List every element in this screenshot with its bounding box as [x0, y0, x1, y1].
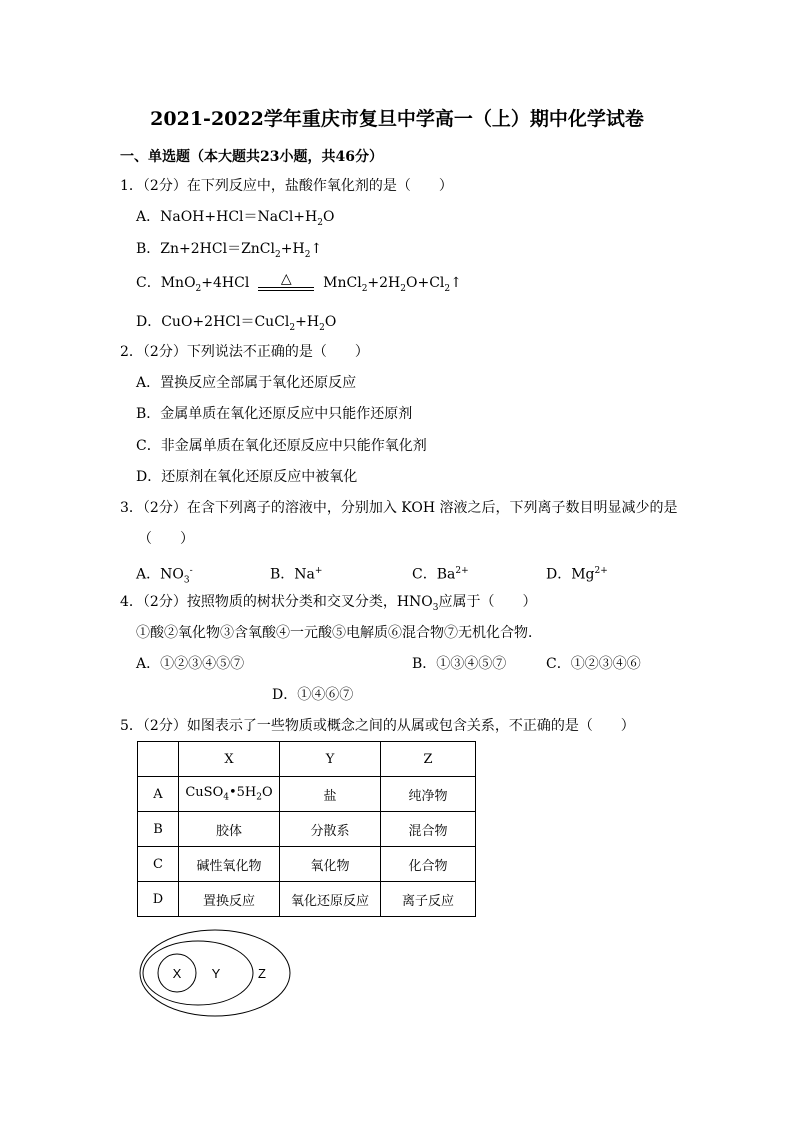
q4-option-a[interactable]: A．①②③④⑤⑦	[136, 656, 245, 672]
q1-option-b[interactable]	[136, 240, 322, 264]
q1-c-r2: +2H	[367, 275, 401, 291]
table-header-cell: Z	[381, 742, 476, 777]
q1-c-end: ↑	[450, 275, 462, 291]
q1-a-end: O	[322, 209, 335, 225]
table-row	[138, 812, 476, 847]
section-heading: 一、单选题（本大题共23小题，共46分）	[120, 149, 383, 165]
q4-stem	[120, 593, 536, 617]
venn-y-ellipse	[143, 941, 253, 1005]
q3-d-text: D．Mg	[546, 566, 595, 583]
q1-c-sub4: 2	[444, 283, 451, 294]
table-cell: 碱性氧化物	[179, 847, 280, 882]
q2-stem: 2．（2分）下列说法不正确的是（ ）	[120, 344, 369, 360]
q1-b-sub: 2	[275, 249, 281, 260]
q3-option-c[interactable]	[412, 562, 469, 584]
venn-x-label: X	[172, 966, 182, 981]
q3-option-a[interactable]	[136, 562, 193, 589]
q5-table	[137, 741, 476, 917]
heat-condition-arrow	[258, 271, 314, 292]
table-row	[138, 882, 476, 917]
q1-a-sub: 2	[317, 217, 323, 228]
q1-d-mid: +H	[295, 314, 320, 330]
table-cell: 胶体	[179, 812, 280, 847]
q1-b-mid: +H	[280, 241, 305, 257]
q4-option-c[interactable]: C．①②③④⑥	[546, 656, 641, 672]
q1-d-sub: 2	[289, 322, 296, 333]
q1-c-sub: 2	[195, 283, 202, 294]
table-row	[138, 777, 476, 812]
table-cell: 混合物	[381, 812, 476, 847]
table-header-cell	[138, 742, 179, 777]
table-cell: 纯净物	[381, 777, 476, 812]
q1-c-r3: O+Cl	[406, 275, 445, 291]
q1-b-text: B．Zn+2HCl＝ZnCl	[136, 241, 276, 257]
q3-option-b[interactable]	[270, 562, 322, 584]
q1-d-sub2: 2	[319, 322, 325, 333]
table-cell: 分散系	[280, 812, 381, 847]
q1-c-sub3: 2	[400, 283, 407, 294]
q3-b-sup: +	[314, 566, 323, 576]
q2-option-b[interactable]: B．金属单质在氧化还原反应中只能作还原剂	[136, 406, 413, 422]
table-header-cell: X	[179, 742, 280, 777]
q1-c-sub2: 2	[361, 283, 368, 294]
venn-z-label: Z	[258, 966, 266, 981]
table-cell: 盐	[280, 777, 381, 812]
table-row	[138, 847, 476, 882]
q3-c-text: C．Ba	[412, 566, 456, 583]
q3-a-sub: 3	[183, 575, 190, 586]
table-cell: 化合物	[381, 847, 476, 882]
q2-option-d[interactable]: D．还原剂在氧化还原反应中被氧化	[136, 469, 358, 485]
q3-stem: 3．（2分）在含下列离子的溶液中，分别加入 KOH 溶液之后，下列离子数目明显减少的是	[120, 500, 678, 516]
q5-venn-diagram	[130, 928, 300, 1020]
q3-c-sup: 2+	[455, 566, 469, 576]
q3-b-text: B．Na	[270, 566, 315, 583]
table-cell: D	[138, 882, 179, 917]
q2-option-a[interactable]: A．置换反应全部属于氧化还原反应	[136, 375, 357, 391]
q5-stem: 5．（2分）如图表示了一些物质或概念之间的从属或包含关系，不正确的是（ ）	[120, 718, 635, 734]
table-cell: B	[138, 812, 179, 847]
q3-option-d[interactable]	[546, 562, 608, 584]
q4-option-d[interactable]: D．①④⑥⑦	[272, 687, 354, 703]
q1-option-a[interactable]	[136, 208, 334, 232]
table-cell: $CuSO_4•5H_2O$	[179, 777, 280, 812]
table-cell: 氧化物	[280, 847, 381, 882]
q3-a-text: A．NO	[136, 566, 184, 583]
heat-triangle-icon: △	[280, 271, 292, 287]
q3-d-sup: 2+	[594, 566, 608, 576]
table-cell: C	[138, 847, 179, 882]
table-header-cell: Y	[280, 742, 381, 777]
q3-a-sup: -	[189, 566, 193, 576]
q4-stem-end: 应属于（ ）	[438, 594, 537, 610]
venn-y-label: Y	[211, 966, 221, 981]
q4-list: ①酸②氧化物③含氧酸④一元酸⑤电解质⑥混合物⑦无机化合物．	[136, 625, 542, 641]
table-cell: 氧化还原反应	[280, 882, 381, 917]
table-header-row	[138, 742, 476, 777]
q1-option-c[interactable]	[136, 271, 462, 298]
q4-stem-text: 4．（2分）按照物质的树状分类和交叉分类，HNO	[120, 594, 433, 610]
q2-option-c[interactable]: C．非金属单质在氧化还原反应中只能作氧化剂	[136, 438, 427, 454]
q3-stem-bracket: （ ）	[138, 531, 194, 547]
q1-c-mid: +4HCl	[201, 275, 250, 291]
table-cell: 离子反应	[381, 882, 476, 917]
q1-a-text: A．NaOH+HCl＝NaCl+H	[136, 209, 318, 225]
q1-c-text: C．MnO	[136, 275, 196, 291]
q1-option-d[interactable]	[136, 313, 336, 337]
q1-b-end: ↑	[310, 241, 323, 257]
table-cell: A	[138, 777, 179, 812]
q1-d-text: D．CuO+2HCl＝CuCl	[136, 314, 290, 330]
q1-c-r1: MnCl	[323, 275, 362, 291]
q1-b-sub2: 2	[304, 249, 311, 260]
table-cell: 置换反应	[179, 882, 280, 917]
q4-stem-sub: 3	[432, 602, 439, 613]
q1-stem: 1．（2分）在下列反应中，盐酸作氧化剂的是（ ）	[120, 178, 453, 194]
page-title: 2021-2022学年重庆市复旦中学高一（上）期中化学试卷	[150, 108, 644, 130]
q1-d-end: O	[324, 314, 337, 330]
q4-option-b[interactable]: B．①③④⑤⑦	[412, 656, 507, 672]
